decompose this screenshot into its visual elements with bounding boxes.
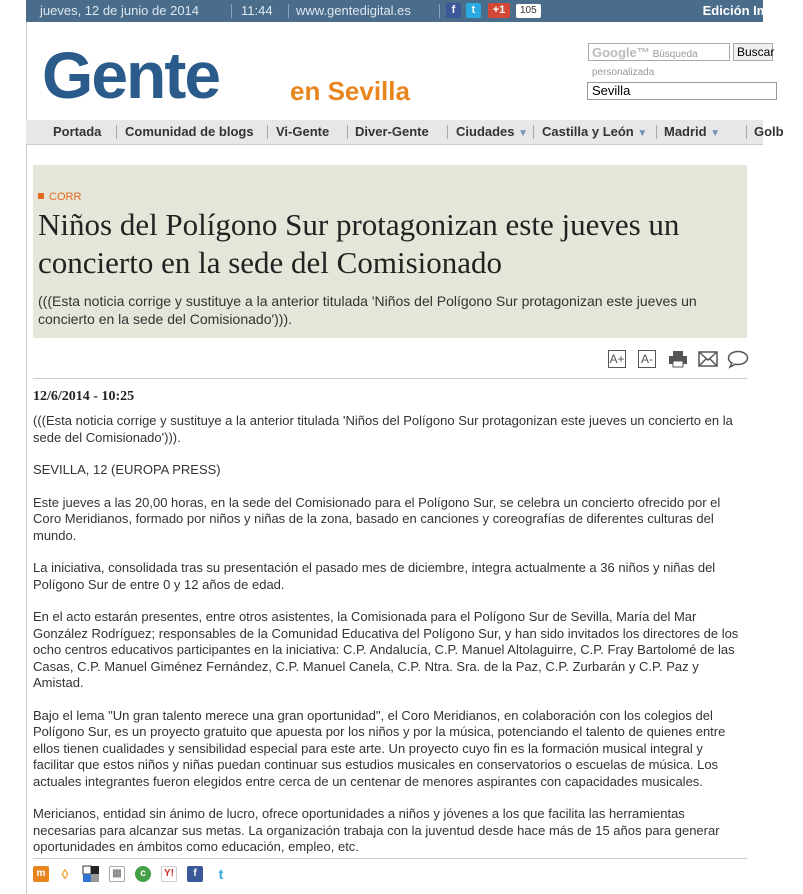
search-input[interactable] — [588, 43, 730, 78]
article-headline: Niños del Polígono Sur protagonizan este jueves un concierto en la sede del Comisionado — [38, 207, 680, 280]
chat-icon[interactable]: c — [135, 866, 151, 882]
square-bullet-icon — [38, 193, 44, 199]
facebook-share-icon[interactable]: f — [187, 866, 203, 882]
edition-link[interactable]: Edición Impresa — [702, 3, 803, 18]
email-icon[interactable] — [698, 350, 718, 370]
search-placeholder: Búsqueda personalizada — [592, 49, 698, 78]
paragraph: SEVILLA, 12 (EUROPA PRESS) — [33, 462, 221, 477]
search-button[interactable]: Buscar — [733, 43, 773, 61]
current-time: 11:44 — [241, 3, 273, 18]
section-label: CORR — [49, 191, 82, 203]
nav-label: Ciudades — [456, 124, 515, 139]
section-tag[interactable] — [38, 191, 81, 203]
facebook-icon[interactable]: f — [446, 3, 461, 18]
chevron-down-icon: ▼ — [710, 128, 721, 139]
font-increase-label: A+ — [609, 352, 625, 366]
delicious-icon[interactable] — [83, 866, 99, 882]
city-name: en Sevilla — [290, 76, 410, 106]
yahoo-icon[interactable]: Y! — [161, 866, 177, 882]
nav-item-golb[interactable]: Golb — [754, 124, 784, 139]
chevron-down-icon: ▼ — [637, 128, 648, 139]
nav-item-diver-gente[interactable]: Diver-Gente — [355, 124, 429, 139]
nav-item-blogs[interactable]: Comunidad de blogs — [125, 124, 254, 139]
nav-label: Castilla y León — [542, 124, 634, 139]
meneame-icon[interactable]: m — [33, 866, 49, 882]
nav-item-portada[interactable]: Portada — [53, 124, 102, 139]
paragraph: Este jueves a las 20,00 horas, en la sede del Comisionado para el Polígono Sur, se celebra un concierto ofrecido por el Coro Meridianos, formado por niños y niñas de la zona, basado en canciones y coreografías de diferentes culturas del mundo. — [33, 494, 721, 543]
nav-item-ciudades[interactable] — [456, 124, 528, 139]
top-bar — [26, 0, 803, 22]
google-plus-button[interactable]: +1 — [488, 3, 510, 18]
paragraph: Bajo el lema "Un gran talento merece una gran oportunidad", el Coro Meridianos, en colaboración con los colegios del Polígono Sur, es un proyecto gratuito que apuesta por los niños y por la música, potenciando el talento de quienes entre ellos tienen cualidades y sensibilidad especial para este arte. Un proyecto cuyo fin es la formación musical integral y facilitar que estos niños y niñas puedan continuar sus estudios musicales en conservatorios o escuelas de música. Los actuales integrantes fueron elegidos entre cerca de un centenar de menores aspirantes con capacidades musicales. — [33, 707, 726, 789]
city-select[interactable]: Sevilla — [587, 82, 777, 100]
divider — [33, 858, 747, 859]
google-logo: Google™ — [592, 45, 650, 60]
page-border — [26, 22, 27, 894]
paragraph: (((Esta noticia corrige y sustituye a la anterior titulada 'Niños del Polígono Sur protagonizan este jueves un concierto en la sede del Comisionado'))). — [33, 413, 733, 445]
article-subhead: (((Esta noticia corrige y sustituye a la anterior titulada 'Niños del Polígono Sur protagonizan este jueves un concierto en la sede del Comisionado'))). — [38, 293, 697, 327]
print-icon[interactable] — [668, 350, 688, 370]
divider — [439, 4, 440, 18]
current-date: jueves, 12 de junio de 2014 — [40, 3, 200, 18]
nav-item-madrid[interactable] — [664, 124, 720, 139]
nav-item-castilla-leon[interactable] — [542, 124, 647, 139]
font-decrease-label: A- — [638, 350, 656, 368]
site-logo[interactable]: Gente — [42, 38, 220, 112]
share-count: 105 — [516, 4, 541, 18]
twitter-icon[interactable]: t — [466, 3, 481, 18]
paragraph: La iniciativa, consolidada tras su presentación el pasado mes de diciembre, integra actualmente a 36 niños y niñas del Polígono Sur de entre 0 y 12 años de edad. — [33, 560, 716, 592]
nav-label: Madrid — [664, 124, 707, 139]
comment-icon[interactable] — [727, 350, 749, 370]
paragraph: En el acto estarán presentes, entre otros asistentes, la Comisionada para el Polígono Sur de Sevilla, María del Mar González Rodríguez; responsables de la Comunidad Educativa del Polígono Sur, y han sido invitados los directores de los ocho centros educativos participantes en la iniciativa: C.P. Andalucía, C.P. Manuel Altolaguirre, C.P. Fray Bartolomé de las Casas, C.P. Manuel Giménez Fernández, C.P. Manuel Canela, C.P. Ntra. Sra. de la Paz, C.P. Zurbarán y C.P. Paz y Amistad. — [33, 609, 739, 690]
nav-item-vi-gente[interactable]: Vi-Gente — [276, 124, 330, 139]
font-decrease-icon[interactable] — [638, 350, 656, 370]
grid-icon[interactable]: ▦ — [109, 866, 125, 882]
divider — [33, 378, 747, 379]
font-increase-icon[interactable] — [608, 350, 626, 370]
paragraph: Mericianos, entidad sin ánimo de lucro, ofrece oportunidades a niños y jóvenes a los que facilita las herramientas necesarias para alcanzar sus metas. La organización trabaja con la juventud desde hace más de 15 años para generar oportunidades en ámbitos como educación, empleo, etc. — [33, 806, 720, 854]
drop-icon[interactable]: ◊ — [57, 866, 73, 882]
divider — [288, 4, 289, 18]
main-nav — [26, 120, 784, 145]
divider — [231, 4, 232, 18]
article-body — [33, 413, 745, 872]
chevron-down-icon: ▼ — [518, 128, 529, 139]
article-date: 12/6/2014 - 10:25 — [33, 389, 135, 404]
site-url[interactable]: www.gentedigital.es — [296, 3, 411, 18]
twitter-share-icon[interactable]: t — [213, 866, 229, 882]
